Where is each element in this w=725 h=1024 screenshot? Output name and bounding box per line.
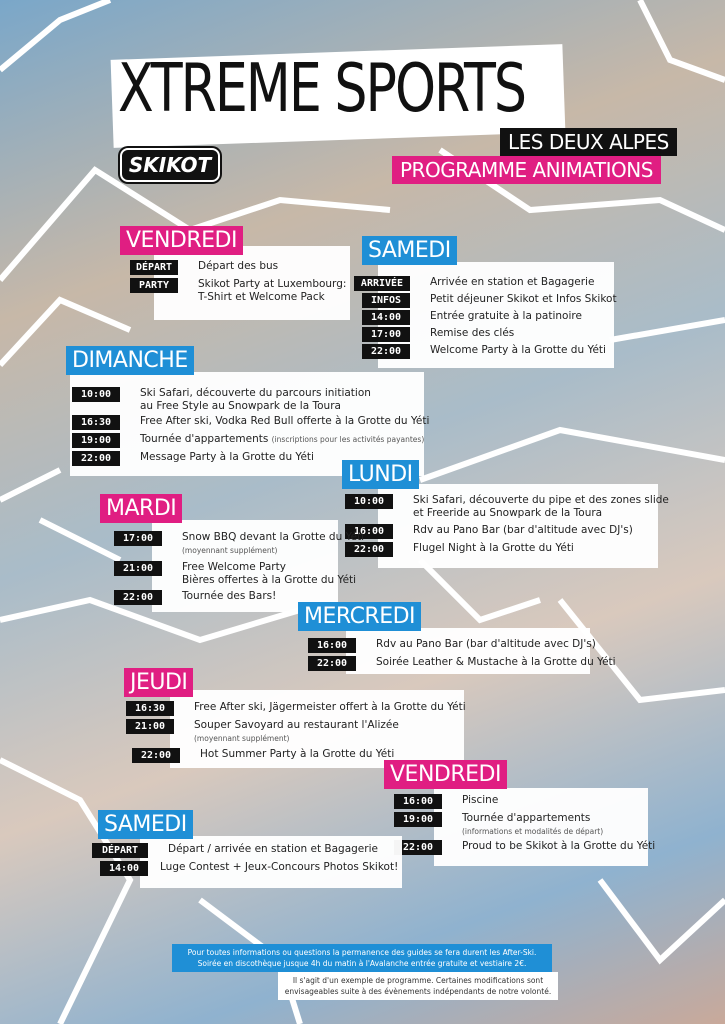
event-text: Flugel Night à la Grotte du Yéti <box>413 542 574 554</box>
event-text: Hot Summer Party à la Grotte du Yéti <box>200 748 395 760</box>
event-tag: 16:00 <box>308 638 356 653</box>
event-text-line-2: au Free Style au Snowpark de la Toura <box>140 400 341 412</box>
event-tag: DÉPART <box>92 843 148 858</box>
event-tag: 10:00 <box>72 387 120 402</box>
event-row <box>130 278 346 304</box>
event-row <box>354 276 594 291</box>
day-title-dimanche: DIMANCHE <box>66 346 194 375</box>
event-text-line-2: Bières offertes à la Grotte du Yéti <box>182 574 357 586</box>
event-tag: 10:00 <box>345 494 393 509</box>
event-tag: 22:00 <box>308 656 356 671</box>
event-text: Arrivée en station et Bagagerie <box>430 276 595 288</box>
event-text <box>182 531 364 557</box>
event-tag: 21:00 <box>126 719 174 734</box>
event-row <box>126 701 466 716</box>
event-row <box>72 387 371 413</box>
subtitle-programme: PROGRAMME ANIMATIONS <box>392 156 661 184</box>
event-text <box>194 719 399 745</box>
event-row <box>100 861 398 876</box>
event-note: (inscriptions pour les activités payantes) <box>271 435 425 444</box>
event-row <box>114 531 364 557</box>
event-text: Rdv au Pano Bar (bar d'altitude avec DJ's) <box>413 524 633 536</box>
event-text-main: Souper Savoyard au restaurant l'Alizée <box>194 719 399 731</box>
event-text-line-2: T-Shirt et Welcome Pack <box>198 291 325 303</box>
skikot-logo: SKIKOT <box>122 150 218 180</box>
event-tag: DÉPART <box>130 260 178 275</box>
event-text <box>462 812 603 838</box>
event-row <box>72 451 314 466</box>
event-row <box>394 840 655 855</box>
event-row <box>308 656 616 671</box>
event-text: Soirée Leather & Mustache à la Grotte du Yéti <box>376 656 616 668</box>
event-row <box>345 524 633 539</box>
event-text <box>140 433 424 446</box>
event-row <box>132 748 394 763</box>
event-tag: PARTY <box>130 278 178 293</box>
event-text-line-2: et Freeride au Snowpark de la Toura <box>413 507 603 519</box>
subtitle-location: LES DEUX ALPES <box>500 128 677 156</box>
event-row <box>126 719 399 745</box>
event-tag: 16:30 <box>126 701 174 716</box>
day-title-vendredi-1: VENDREDI <box>120 226 243 255</box>
event-row <box>114 590 276 605</box>
event-tag: ARRIVÉE <box>354 276 410 291</box>
event-row <box>308 638 596 653</box>
event-text-line-1: Ski Safari, découverte du parcours initiation <box>140 387 371 399</box>
footer-info <box>172 944 552 972</box>
event-tag: 22:00 <box>362 344 410 359</box>
day-title-lundi: LUNDI <box>342 460 419 489</box>
day-title-mercredi: MERCREDI <box>298 602 421 631</box>
event-row <box>114 561 356 587</box>
event-row <box>362 293 617 308</box>
event-text-line-1: Ski Safari, découverte du pipe et des zones slide <box>413 494 669 506</box>
event-note: (informations et modalités de départ) <box>462 827 604 836</box>
event-text: Luge Contest + Jeux-Concours Photos Skikot! <box>160 861 399 873</box>
event-row <box>345 494 669 520</box>
event-row <box>394 812 603 838</box>
event-tag: 16:30 <box>72 415 120 430</box>
event-text: Entrée gratuite à la patinoire <box>430 310 582 322</box>
event-tag: 22:00 <box>114 590 162 605</box>
event-text-main: Tournée d'appartements <box>462 812 591 824</box>
event-text: Proud to be Skikot à la Grotte du Yéti <box>462 840 656 852</box>
event-note: (moyennant supplément) <box>194 734 290 743</box>
day-title-samedi-1: SAMEDI <box>362 236 457 265</box>
page-title: XTREME SPORTS <box>118 48 526 128</box>
event-row <box>362 327 514 342</box>
event-tag: 19:00 <box>394 812 442 827</box>
event-text: Rdv au Pano Bar (bar d'altitude avec DJ's) <box>376 638 596 650</box>
event-tag: 22:00 <box>72 451 120 466</box>
event-text: Départ des bus <box>198 260 279 272</box>
event-row <box>130 260 278 275</box>
event-row <box>362 344 606 359</box>
event-text-line-1: Free Welcome Party <box>182 561 286 573</box>
footer-disclaimer-line-1: Il s'agit d'un exemple de programme. Certaines modifications sont <box>292 976 544 985</box>
event-tag: 21:00 <box>114 561 162 576</box>
event-text: Départ / arrivée en station et Bagagerie <box>168 843 378 855</box>
event-text: Piscine <box>462 794 499 806</box>
event-tag: 14:00 <box>100 861 148 876</box>
event-text: Petit déjeuner Skikot et Infos Skikot <box>430 293 617 305</box>
event-text <box>182 561 356 587</box>
day-title-mardi: MARDI <box>100 494 182 523</box>
day-title-vendredi-2: VENDREDI <box>384 760 507 789</box>
event-tag: 17:00 <box>114 531 162 546</box>
day-title-samedi-2: SAMEDI <box>98 810 193 839</box>
event-tag: 16:00 <box>394 794 442 809</box>
footer-disclaimer <box>278 972 558 1000</box>
event-note: (moyennant supplément) <box>182 546 278 555</box>
event-row <box>92 843 378 858</box>
event-text: Welcome Party à la Grotte du Yéti <box>430 344 606 356</box>
event-text: Message Party à la Grotte du Yéti <box>140 451 314 463</box>
event-row <box>72 433 424 448</box>
footer-info-line-2: Soirée en discothèque jusque 4h du matin à l'Avalanche entrée gratuite et vestiaire 2€. <box>197 959 527 968</box>
event-row <box>345 542 574 557</box>
event-text <box>198 278 346 304</box>
footer-info-line-1: Pour toutes informations ou questions la permanence des guides se fera durent les After-Ski. <box>187 948 537 957</box>
event-row <box>362 310 582 325</box>
event-row <box>394 794 498 809</box>
event-text <box>140 387 371 413</box>
event-tag: 22:00 <box>394 840 442 855</box>
event-text: Remise des clés <box>430 327 515 339</box>
event-text-line-1: Skikot Party at Luxembourg: <box>198 278 347 290</box>
event-text <box>413 494 669 520</box>
event-tag: 17:00 <box>362 327 410 342</box>
event-text: Free After ski, Jägermeister offert à la Grotte du Yéti <box>194 701 466 713</box>
event-tag: INFOS <box>362 293 410 308</box>
event-text: Tournée des Bars! <box>182 590 277 602</box>
day-title-jeudi: JEUDI <box>124 668 193 697</box>
event-text-main: Snow BBQ devant la Grotte du Yéti <box>182 531 365 543</box>
event-text-main: Tournée d'appartements <box>140 433 269 445</box>
event-tag: 14:00 <box>362 310 410 325</box>
event-text: Free After ski, Vodka Red Bull offerte à la Grotte du Yéti <box>140 415 430 427</box>
event-tag: 22:00 <box>345 542 393 557</box>
footer-disclaimer-line-2: envisageables suite à des évènements indépendants de notre volonté. <box>284 987 552 996</box>
event-tag: 19:00 <box>72 433 120 448</box>
event-tag: 16:00 <box>345 524 393 539</box>
event-row <box>72 415 429 430</box>
event-tag: 22:00 <box>132 748 180 763</box>
